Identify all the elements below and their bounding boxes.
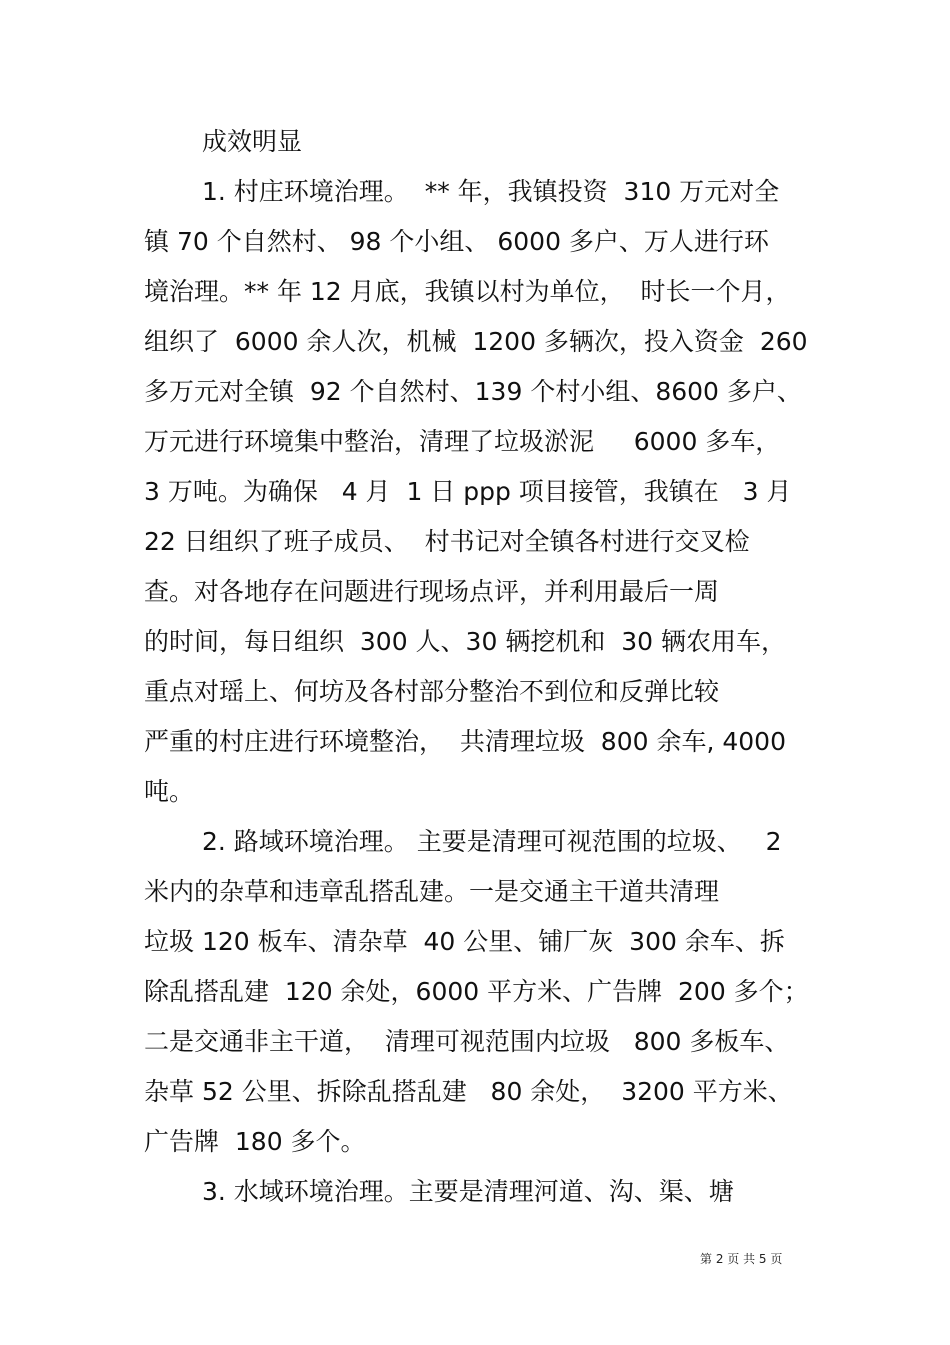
text-line: 广告牌 180 多个。	[144, 1127, 366, 1156]
text-line: 的时间，每日组织 300 人、30 辆挖机和 30 辆农用车，	[144, 627, 786, 656]
text-line: 境治理。** 年 12 月底，我镇以村为单位， 时长一个月，	[144, 277, 791, 306]
text-line: 查。对各地存在问题进行现场点评，并利用最后一周	[144, 577, 720, 606]
text-line: 杂草 52 公里、拆除乱搭乱建 80 余处， 3200 平方米、	[144, 1077, 793, 1106]
text-line: 万元进行环境集中整治，清理了垃圾淤泥 6000 多车，	[144, 427, 781, 456]
text-line: 重点对瑶上、何坊及各村部分整治不到位和反弹比较	[144, 677, 720, 706]
text-line: 镇 70 个自然村、 98 个小组、 6000 多户、万人进行环	[144, 227, 769, 256]
text-line: 成效明显	[202, 127, 303, 156]
page-number-footer: 第 2 页 共 5 页	[700, 1252, 783, 1266]
text-line: 3 万吨。为确保 4 月 1 日 ppp 项目接管，我镇在 3 月	[144, 477, 792, 506]
text-line: 吨。	[144, 777, 195, 806]
text-line: 3. 水域环境治理。主要是清理河道、沟、渠、塘	[202, 1177, 734, 1206]
text-line: 垃圾 120 板车、清杂草 40 公里、铺厂灰 300 余车、拆	[144, 927, 785, 956]
text-line: 1. 村庄环境治理。 ** 年，我镇投资 310 万元对全	[202, 177, 780, 206]
text-line: 除乱搭乱建 120 余处，6000 平方米、广告牌 200 多个；	[144, 977, 809, 1006]
text-line: 组织了 6000 余人次，机械 1200 多辆次，投入资金 260	[144, 327, 808, 356]
text-line: 2. 路域环境治理。 主要是清理可视范围的垃圾、 2	[202, 827, 782, 856]
text-line: 22 日组织了班子成员、 村书记对全镇各村进行交叉检	[144, 527, 750, 556]
text-line: 二是交通非主干道， 清理可视范围内垃圾 800 多板车、	[144, 1027, 790, 1056]
text-line: 米内的杂草和违章乱搭乱建。一是交通主干道共清理	[144, 877, 720, 906]
text-line: 严重的村庄进行环境整治， 共清理垃圾 800 余车, 4000	[144, 727, 786, 756]
text-line: 多万元对全镇 92 个自然村、139 个村小组、8600 多户、	[144, 377, 802, 406]
